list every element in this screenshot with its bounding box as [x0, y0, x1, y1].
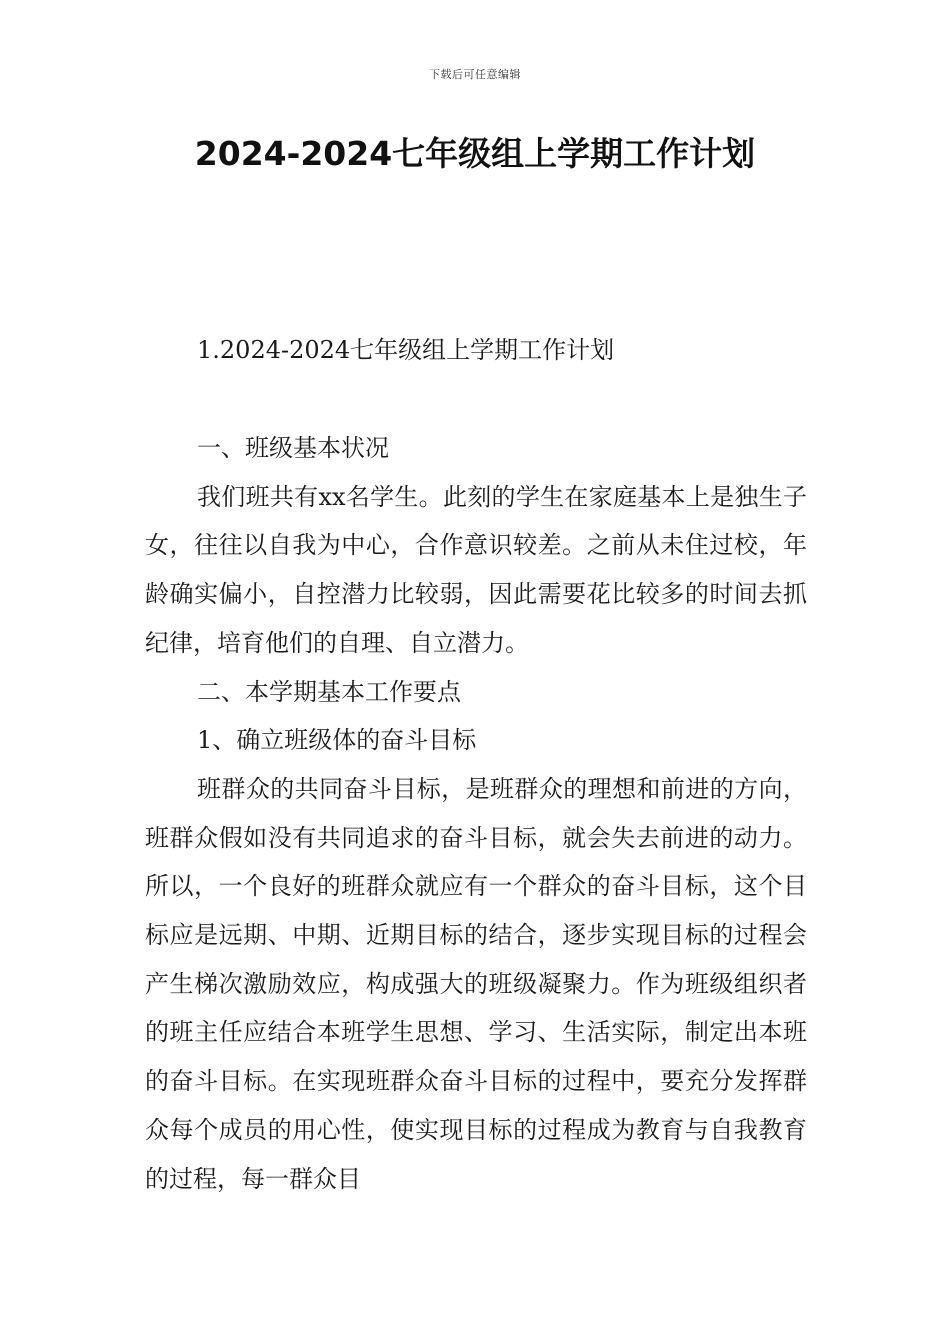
paragraph-class-status: 我们班共有xx名学生。此刻的学生在家庭基本上是独生子女，往往以自我为中心，合作意识较差。之前从未住过校，年龄确实偏小，自控潜力比较弱，因此需要花比较多的时间去抓纪律，培育他们的自理、自立潜力。: [145, 482, 807, 657]
section-heading-work-points: 二、本学期基本工作要点: [197, 677, 461, 706]
document-subtitle: 1.2024-2024七年级组上学期工作计划: [197, 336, 615, 364]
document-title: 2024-2024七年级组上学期工作计划: [194, 134, 756, 173]
document-body: [145, 424, 807, 1203]
header-note: 下载后可任意编辑: [429, 68, 521, 81]
subsection-heading-goal: 1、确立班级体的奋斗目标: [197, 726, 477, 755]
paragraph-class-goal: 班群众的共同奋斗目标，是班群众的理想和前进的方向，班群众假如没有共同追求的奋斗目标，就会失去前进的动力。所以，一个良好的班群众就应有一个群众的奋斗目标，这个目标应是远期、中期、近期目标的结合，逐步实现目标的过程会产生梯次激励效应，构成强大的班级凝聚力。作为班级组织者的班主任应结合本班学生思想、学习、生活实际，制定出本班的奋斗目标。在实现班群众奋斗目标的过程中，要充分发挥群众每个成员的用心性，使实现目标的过程成为教育与自我教育的过程，每一群众目: [145, 774, 807, 1193]
section-heading-basic-status: 一、班级基本状况: [197, 434, 389, 462]
